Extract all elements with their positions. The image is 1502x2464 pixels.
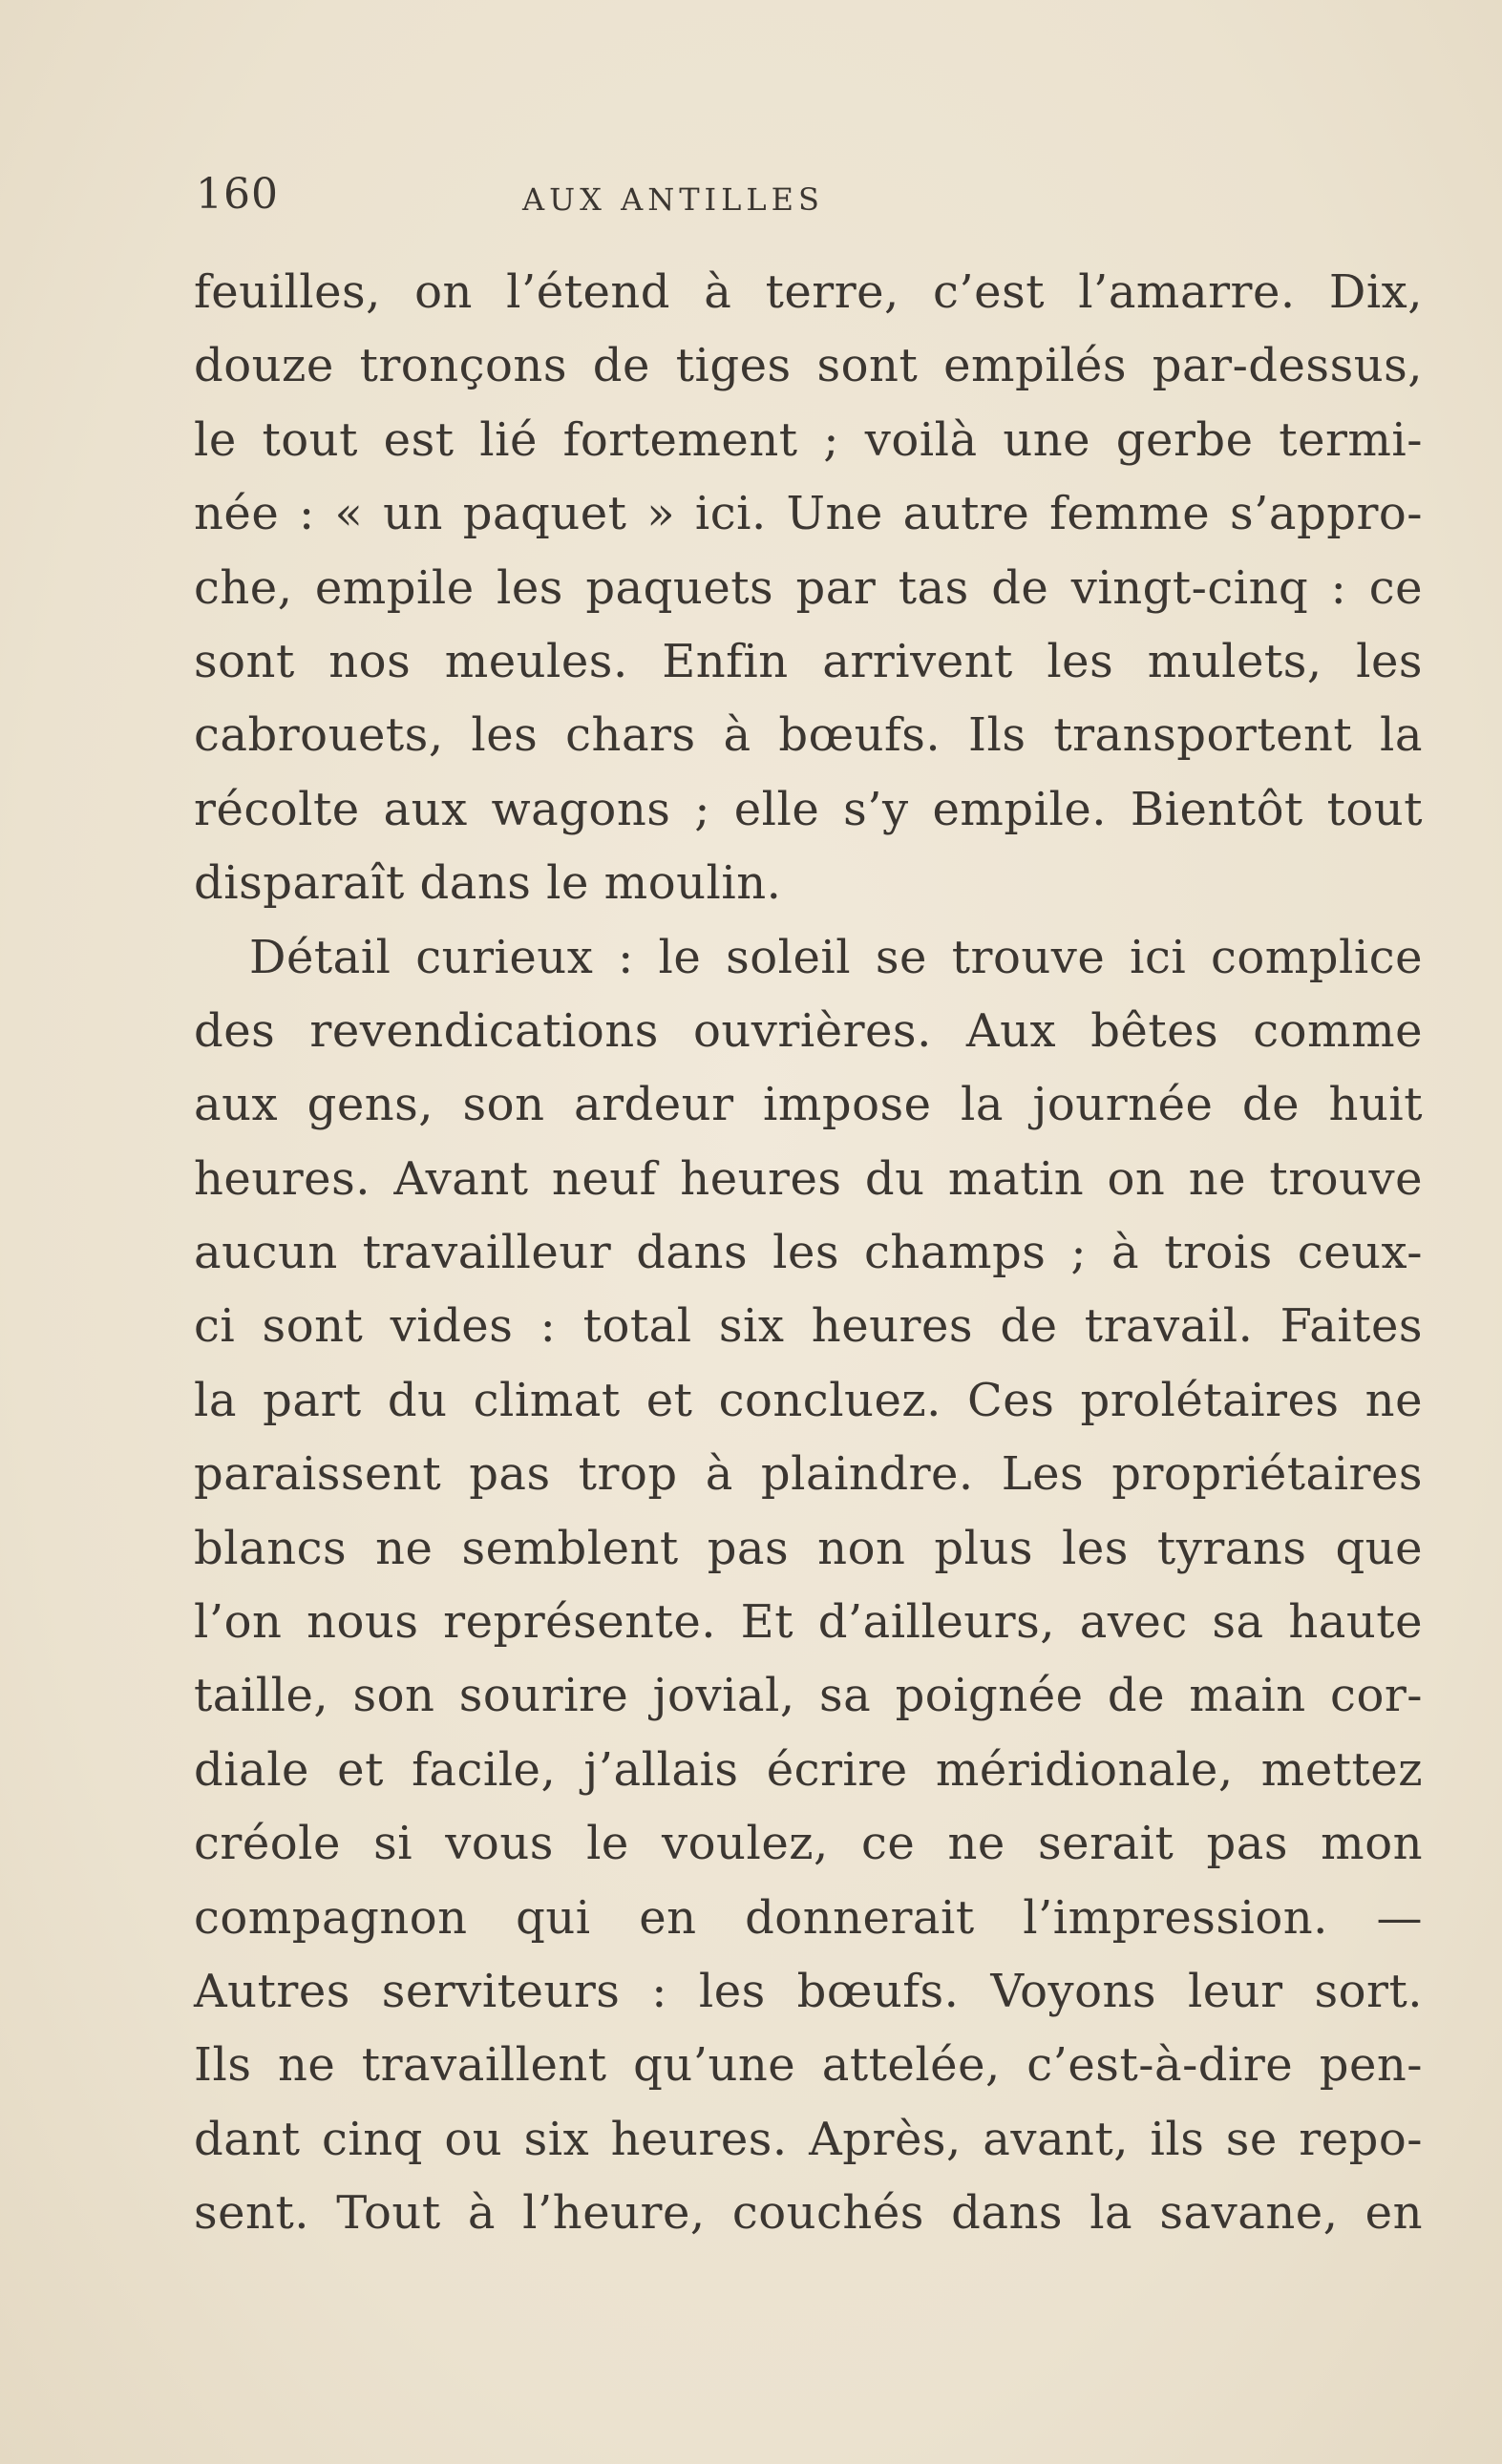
text-line: blancs ne semblent pas non plus les tyrans que [194,1521,1423,1575]
text-line: récolte aux wagons ; elle s’y empile. Bientôt tout [194,782,1423,836]
text-line: disparaît dans le moulin. [194,856,782,911]
text-line: Autres serviteurs : les bœufs. Voyons leur sort. [194,1964,1423,2018]
text-line: douze tronçons de tiges sont empilés par-dessus, [194,339,1423,393]
text-line: l’on nous représente. Et d’ailleurs, avec sa haute [194,1595,1423,1650]
body-text [194,256,1423,2251]
text-line: aux gens, son ardeur impose la journée de huit [194,1078,1423,1132]
text-line: la part du climat et concluez. Ces prolétaires ne [194,1373,1423,1427]
text-line: sent. Tout à l’heure, couchés dans la savane, en [194,2186,1423,2241]
running-head: AUX ANTILLES [522,181,824,218]
text-line: compagnon qui en donnerait l’impression. — [194,1890,1423,1945]
text-line: taille, son sourire jovial, sa poignée de main cor- [194,1669,1423,1723]
text-line: le tout est lié fortement ; voilà une gerbe termi- [194,412,1423,467]
text-line: née : « un paquet » ici. Une autre femme s’appro- [194,487,1423,541]
text-line: diale et facile, j’allais écrire méridionale, mettez [194,1742,1423,1797]
text-line: ci sont vides : total six heures de travail. Faites [194,1299,1423,1354]
text-line: che, empile les paquets par tas de vingt-cinq : ce [194,560,1423,615]
text-line: Ils ne travaillent qu’une attelée, c’est-à-dire pen- [194,2038,1423,2093]
text-line: paraissent pas trop à plaindre. Les propriétaires [194,1447,1423,1502]
text-line: sont nos meules. Enfin arrivent les mulets, les [194,634,1423,688]
text-line: heures. Avant neuf heures du matin on ne trouve [194,1151,1423,1206]
text-line: aucun travailleur dans les champs ; à trois ceux- [194,1226,1423,1280]
text-line: Détail curieux : le soleil se trouve ici complice [249,930,1423,984]
text-line: dant cinq ou six heures. Après, avant, ils se repo- [194,2112,1423,2166]
text-line: des revendications ouvrières. Aux bêtes comme [194,1003,1423,1058]
text-line: créole si vous le voulez, ce ne serait pas mon [194,1817,1423,1871]
text-line: feuilles, on l’étend à terre, c’est l’amarre. Dix, [194,265,1423,319]
page-number: 160 [196,170,279,219]
text-line: cabrouets, les chars à bœufs. Ils transportent la [194,708,1423,763]
page-header [196,170,1423,227]
